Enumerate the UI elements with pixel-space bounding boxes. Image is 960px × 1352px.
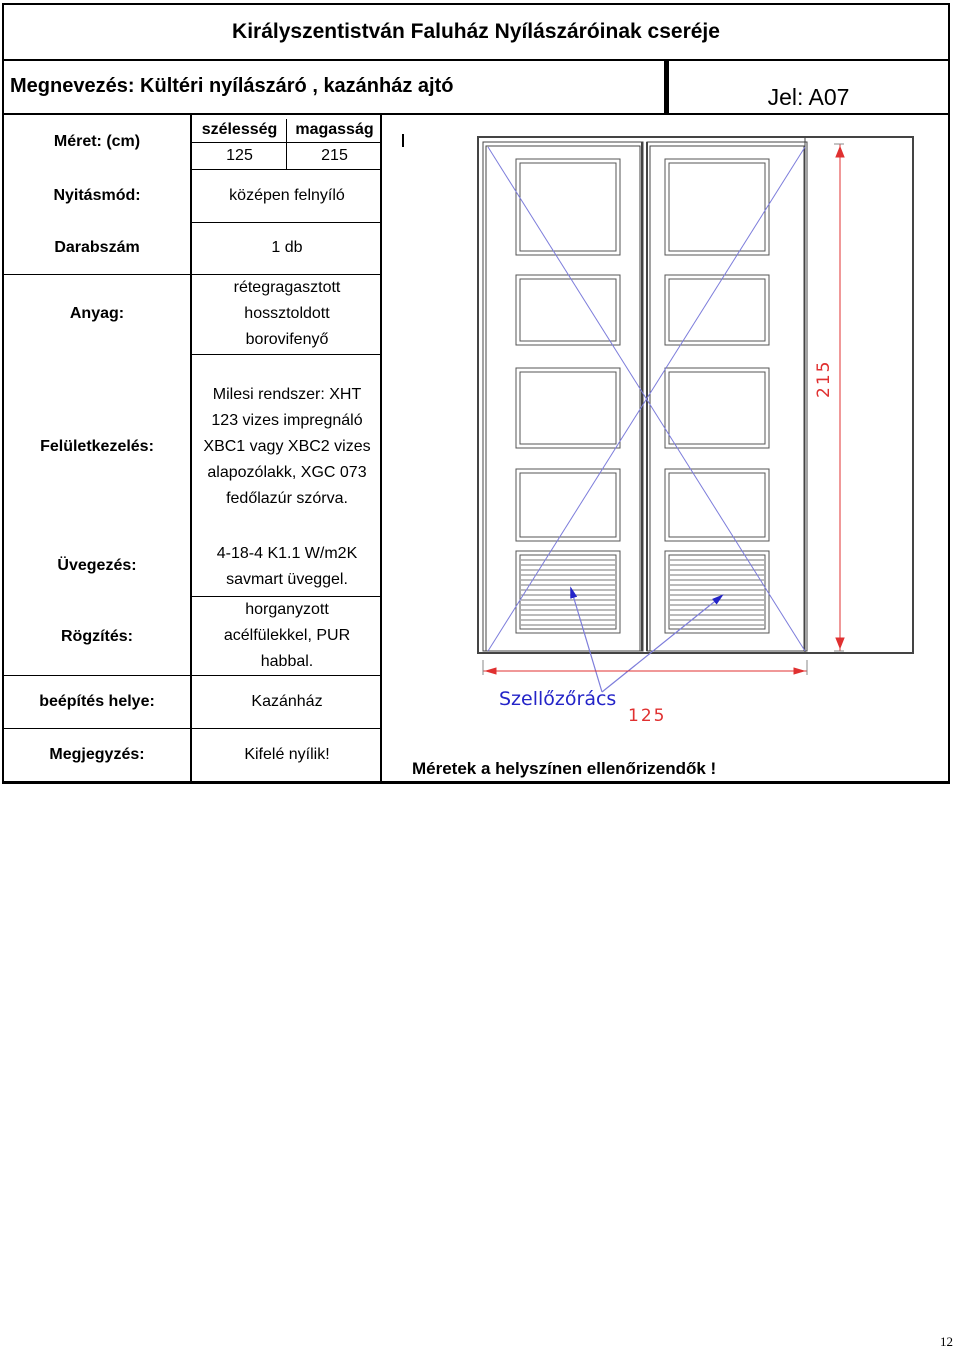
fixing-line: acélfülekkel, PUR — [223, 626, 351, 644]
glazing-value — [192, 540, 382, 594]
glazing-line: 4-18-4 K1.1 W/m2K — [216, 545, 358, 562]
width-dimension-text: 125 — [628, 706, 667, 726]
remark-value: Kifelé nyílik! — [244, 745, 330, 763]
remark-label: Megjegyzés: — [49, 745, 145, 763]
width-value: 125 — [226, 147, 253, 164]
door-spec-sheet — [2, 3, 950, 783]
finish-value — [192, 379, 382, 515]
material-line: hossztoldott — [244, 305, 330, 322]
left-leaf-panels — [516, 159, 620, 633]
fixing-line: horganyzott — [245, 600, 329, 618]
height-value: 215 — [321, 147, 348, 164]
right-leaf-panels — [665, 159, 769, 633]
place-value: Kazánház — [251, 692, 323, 710]
bottom-border — [2, 781, 950, 784]
count-value: 1 db — [271, 239, 303, 256]
material-line: borovifenyő — [245, 331, 329, 348]
door-drawing — [402, 115, 948, 755]
material-value — [192, 274, 382, 354]
glazing-label: Üvegezés: — [57, 557, 137, 574]
size-label: Méret: (cm) — [53, 133, 141, 150]
project-title: Királyszentistván Faluház Nyílászáróinak cseréje — [2, 3, 950, 61]
right-border — [948, 115, 950, 783]
height-dimension-text: 215 — [814, 359, 834, 398]
fixing-value — [192, 596, 382, 675]
finish-label: Felületkezelés: — [40, 438, 154, 455]
material-line: rétegragasztott — [233, 279, 341, 296]
finish-line: alapozólakk, XGC 073 — [207, 464, 367, 481]
material-label: Anyag: — [69, 305, 125, 322]
finish-line: Milesi rendszer: XHT — [212, 386, 362, 403]
fixing-label: Rögzítés: — [61, 628, 133, 645]
item-mark: Jel: A07 — [666, 59, 950, 115]
finish-line: XBC1 vagy XBC2 vizes — [203, 438, 371, 455]
vent-leaders — [572, 592, 719, 692]
count-label: Darabszám — [54, 239, 140, 256]
glazing-line: savmart üveggel. — [226, 571, 348, 588]
opening-value: középen felnyíló — [229, 186, 345, 204]
page-number: 12 — [940, 1334, 953, 1349]
door-frame — [478, 137, 913, 653]
place-label: beépítés helye: — [39, 692, 155, 710]
fixing-line: habbal. — [260, 652, 314, 670]
opening-label: Nyitásmód: — [53, 186, 141, 204]
material-bottom-line — [192, 354, 382, 355]
finish-line: 123 vizes impregnáló — [211, 412, 363, 429]
site-check-note: Méretek a helyszínen ellenőrizendők ! — [412, 759, 717, 778]
vent-label: Szellőzőrács — [499, 688, 617, 710]
height-header: magasság — [295, 121, 374, 138]
item-name: Megnevezés: Kültéri nyílászáró , kazánház ajtó — [2, 59, 666, 115]
width-header: szélesség — [201, 121, 278, 138]
finish-line: fedőlazúr szórva. — [226, 490, 348, 507]
